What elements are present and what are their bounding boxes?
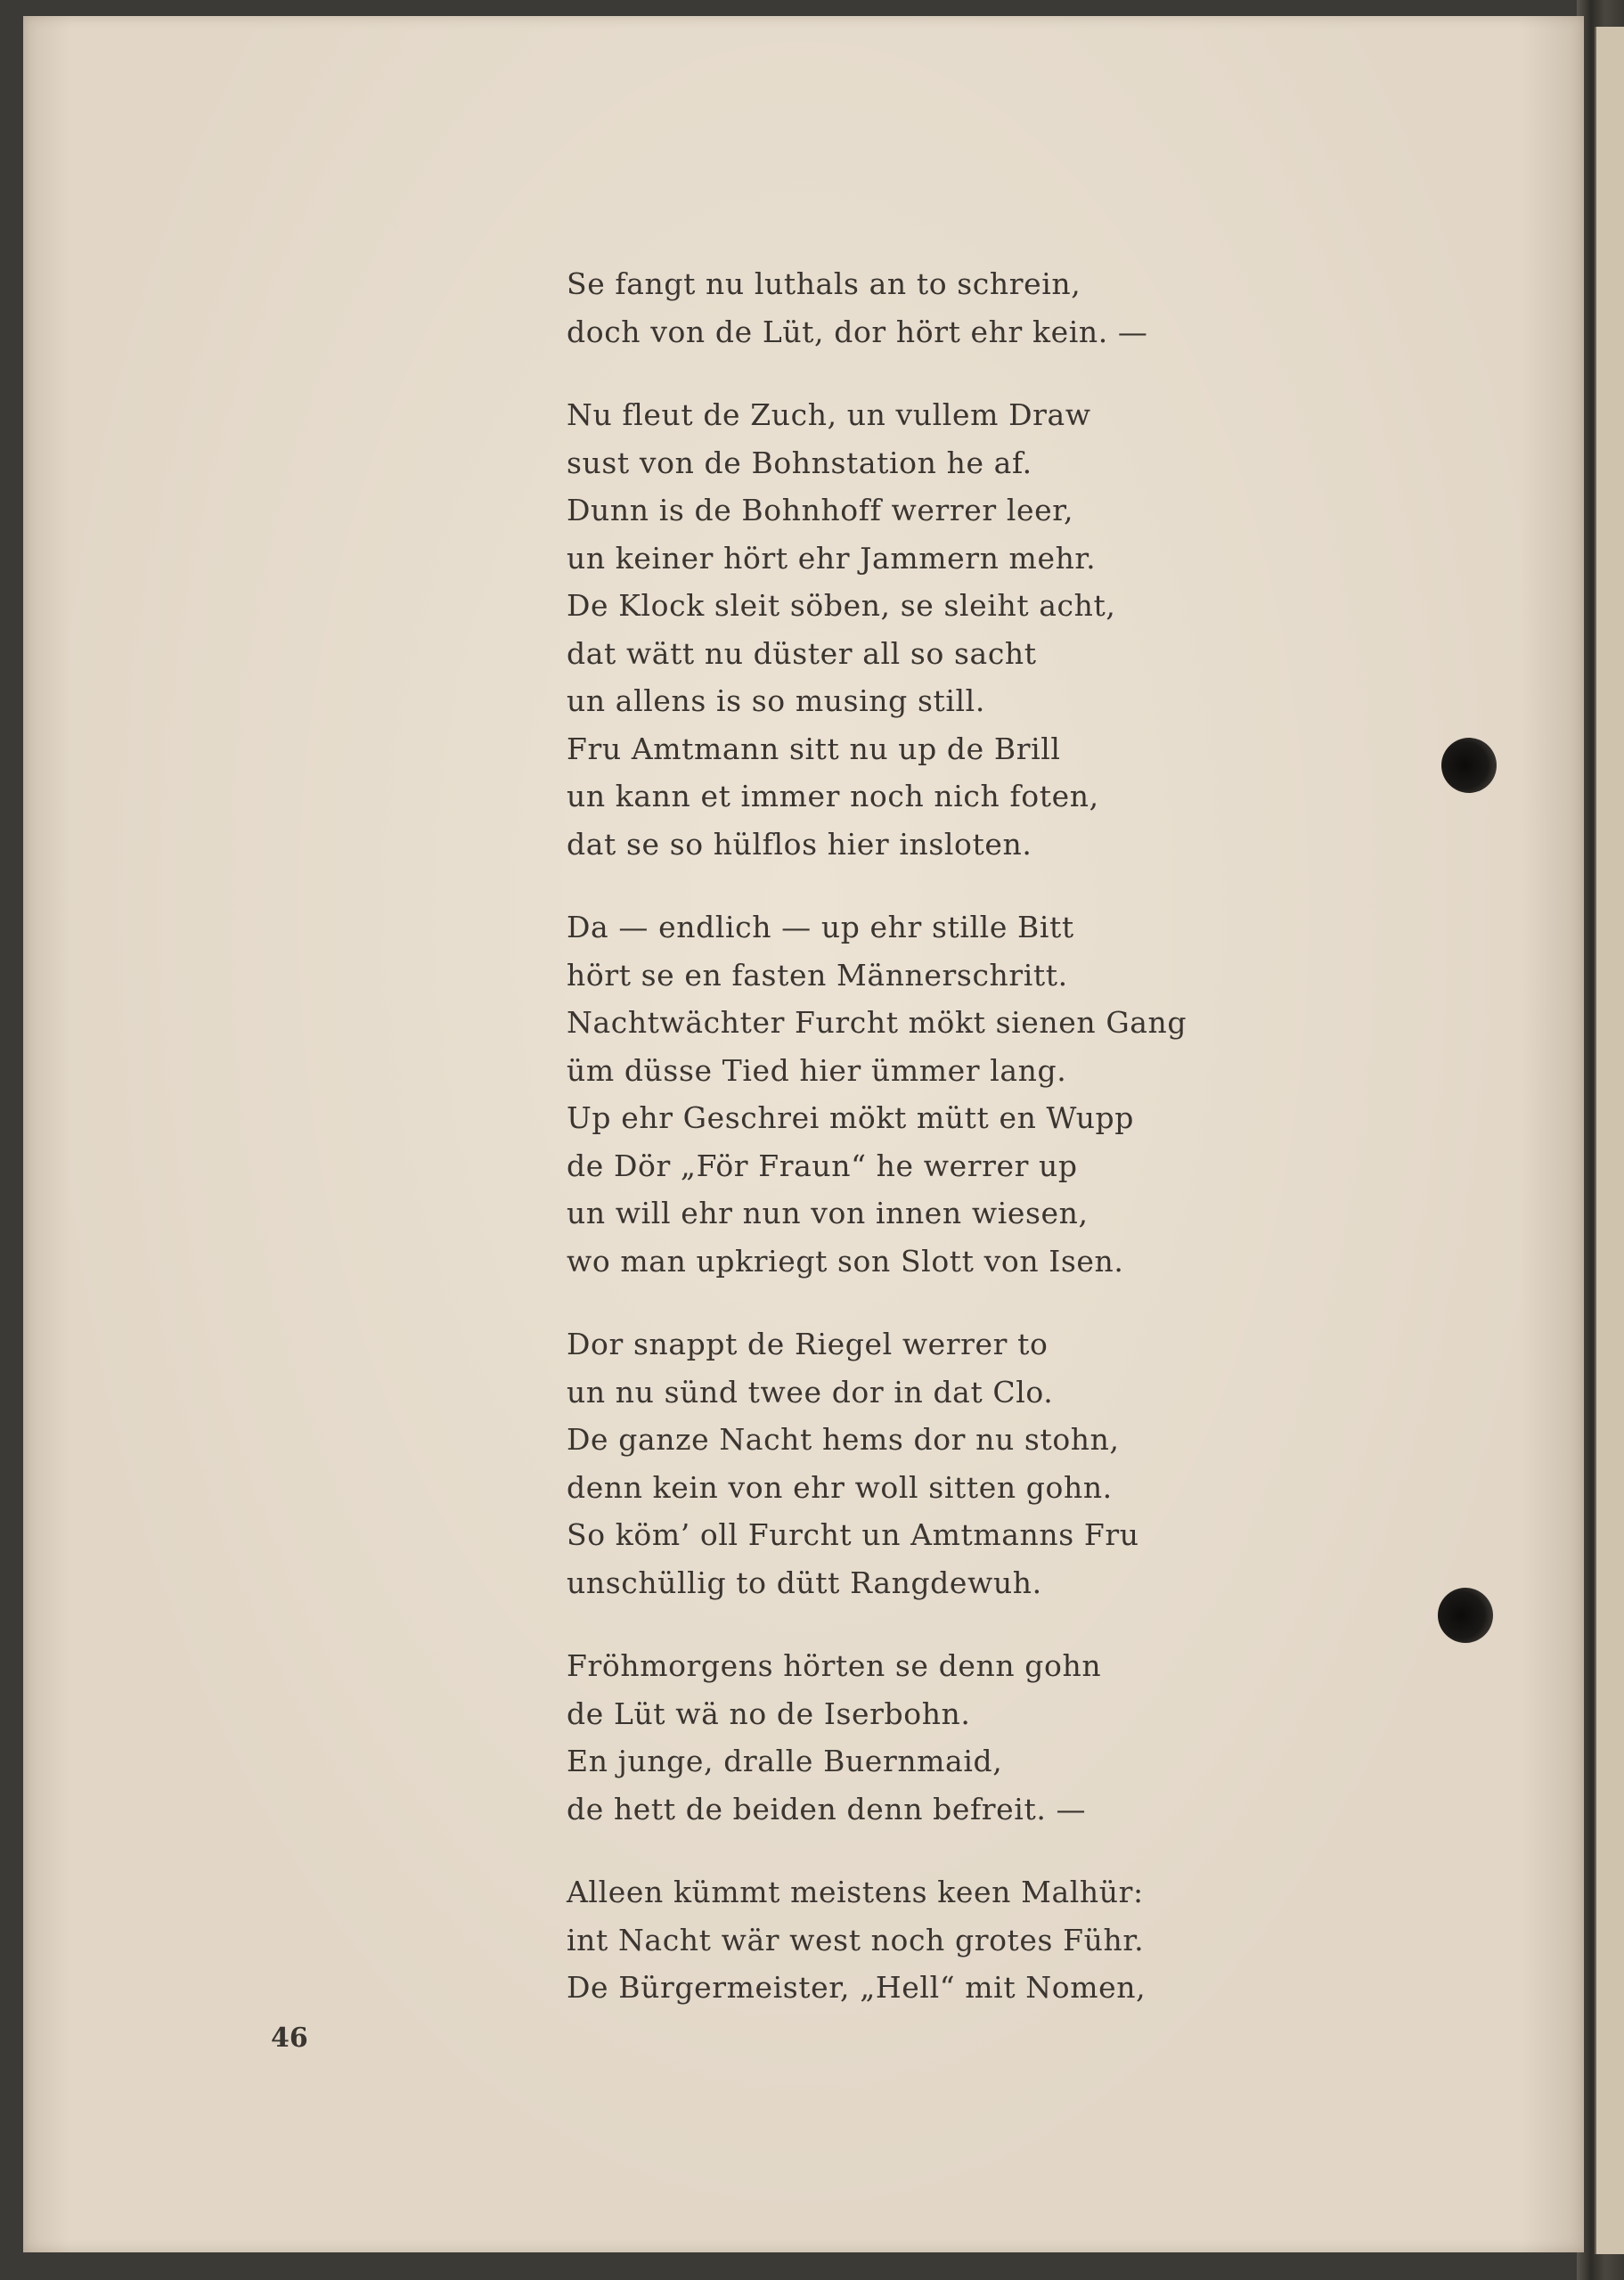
poem-line: dat se so hülflos hier insloten.	[567, 826, 1032, 862]
poem-line: un kann et immer noch nich foten,	[567, 779, 1099, 813]
poem-text	[567, 260, 1279, 2047]
page-number: 46	[271, 2023, 308, 2054]
poem-line: Alleen kümmt meistens keen Malhür:	[567, 1875, 1144, 1909]
poem-line: unschüllig to dütt Rangdewuh.	[567, 1565, 1042, 1600]
poem-line: De Bürgermeister, „Hell“ mit Nomen,	[567, 1970, 1147, 2005]
poem-line: denn kein von ehr woll sitten gohn.	[567, 1469, 1113, 1505]
poem-line: En junge, dralle Buernmaid,	[567, 1744, 1003, 1778]
poem-line: Fru Amtmann sitt nu up de Brill	[567, 731, 1061, 766]
poem-line: hört se en fasten Männerschritt.	[567, 957, 1068, 993]
poem-line: De ganze Nacht hems dor nu stohn,	[567, 1422, 1120, 1457]
poem-line: int Nacht wär west noch grotes Führ.	[567, 1922, 1145, 1957]
punch-hole-upper	[1441, 738, 1497, 793]
poem-line: Dor snappt de Riegel werrer to	[567, 1327, 1049, 1361]
poem-line: un allens is so musing still.	[567, 683, 985, 718]
poem-line: Da — endlich — up ehr stille Bitt	[567, 910, 1074, 944]
poem-line: dat wätt nu düster all so sacht	[567, 635, 1037, 671]
stanza	[567, 1868, 1279, 2012]
poem-line: üm düsse Tied hier ümmer lang.	[567, 1052, 1067, 1088]
poem-line: Up ehr Geschrei mökt mütt en Wupp	[567, 1100, 1135, 1135]
poem-line: de Lüt wä no de Iserbohn.	[567, 1696, 971, 1731]
stanza	[567, 260, 1279, 355]
poem-line: Nu fleut de Zuch, un vullem Draw	[567, 397, 1091, 432]
poem-line: sust von de Bohnstation he af.	[567, 445, 1032, 480]
poem-line: un keiner hört ehr Jammern mehr.	[567, 540, 1097, 576]
stanza	[567, 1320, 1279, 1606]
adjacent-page-edge	[1595, 27, 1624, 2254]
poem-line: Se fangt nu luthals an to schrein,	[567, 266, 1081, 301]
book-page	[23, 16, 1584, 2252]
poem-line: De Klock sleit söben, se sleiht acht,	[567, 588, 1116, 623]
punch-hole-lower	[1438, 1588, 1493, 1643]
poem-line: de hett de beiden denn befreit. —	[567, 1791, 1087, 1826]
poem-line: So köm’ oll Furcht un Amtmanns Fru	[567, 1517, 1139, 1552]
stanza	[567, 1642, 1279, 1833]
poem-line: de Dör „För Fraun“ he werrer up	[567, 1148, 1078, 1183]
poem-line: un will ehr nun von innen wiesen,	[567, 1196, 1089, 1230]
poem-line: Nachtwächter Furcht mökt sienen Gang	[567, 1005, 1187, 1040]
poem-line: wo man upkriegt son Slott von Isen.	[567, 1243, 1124, 1279]
stanza	[567, 903, 1279, 1285]
poem-line: Fröhmorgens hörten se denn gohn	[567, 1648, 1102, 1683]
stanza	[567, 391, 1279, 868]
poem-line: Dunn is de Bohnhoff werrer leer,	[567, 493, 1074, 527]
poem-line: doch von de Lüt, dor hört ehr kein. —	[567, 314, 1148, 349]
poem-line: un nu sünd twee dor in dat Clo.	[567, 1374, 1054, 1410]
